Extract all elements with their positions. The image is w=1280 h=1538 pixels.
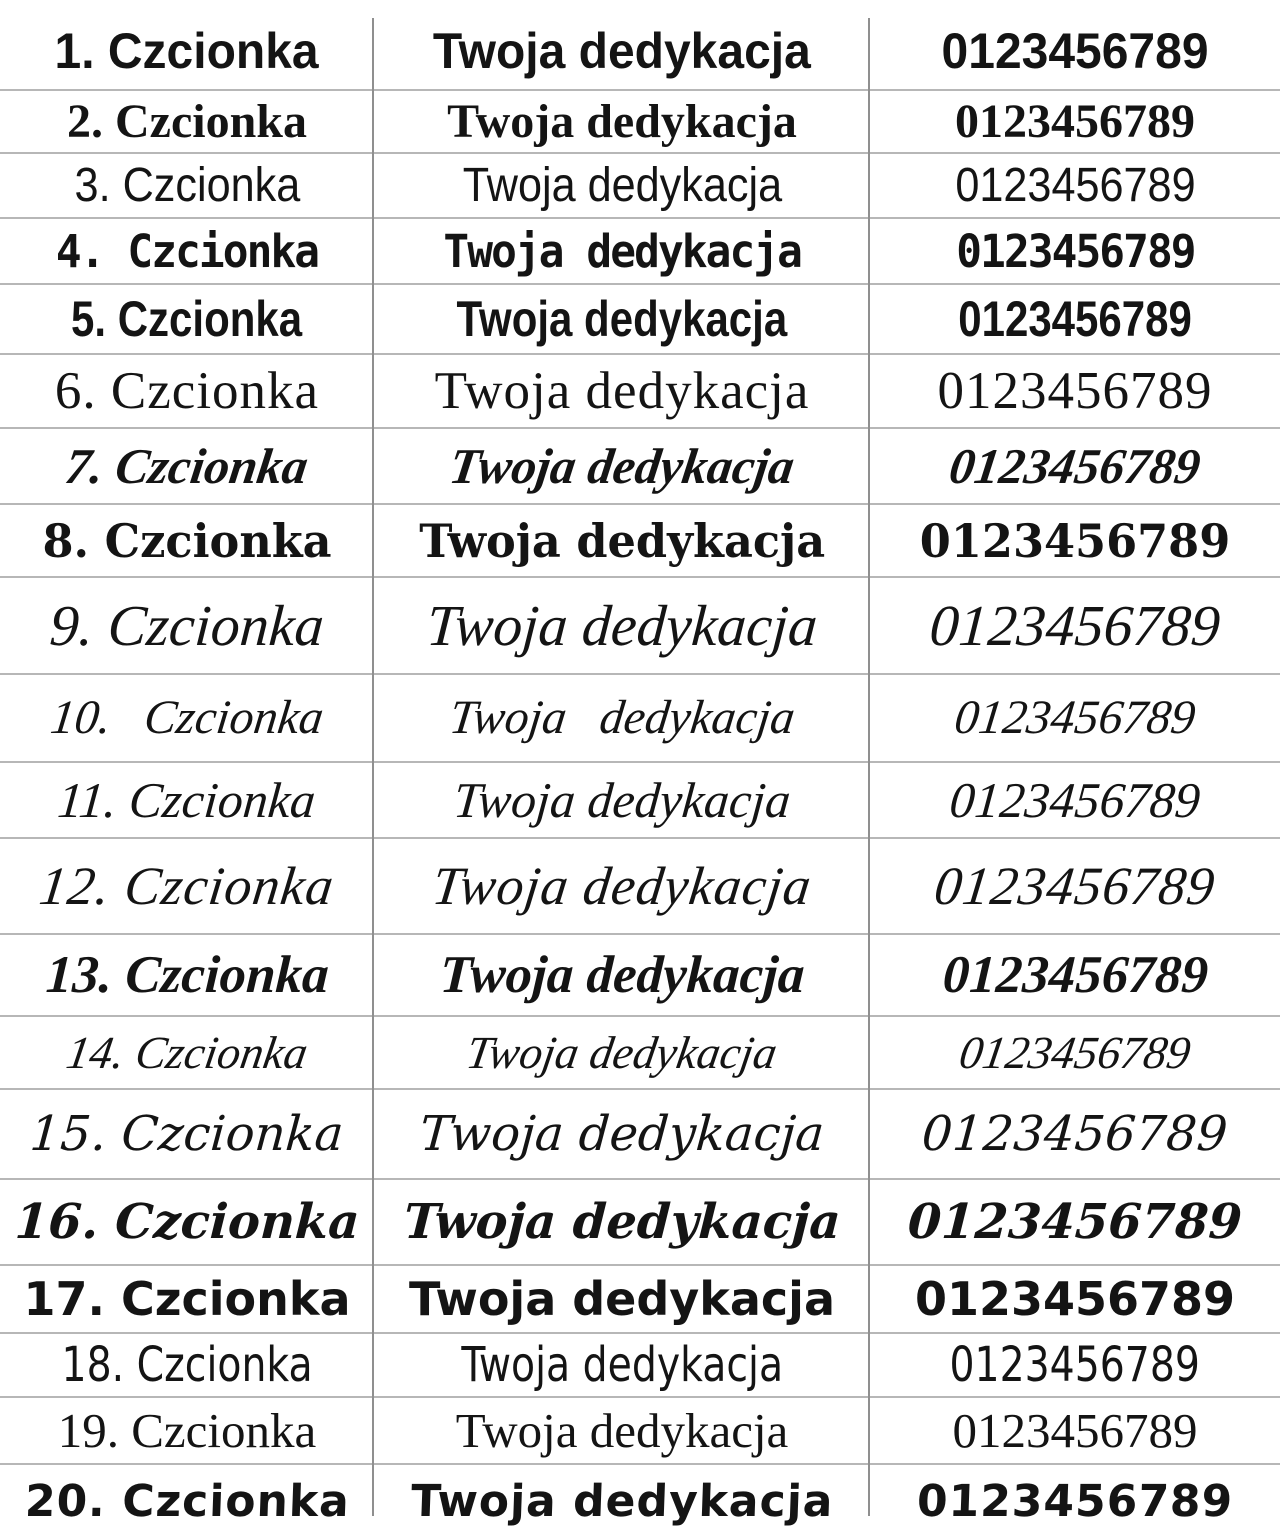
dedication-sample-cell	[374, 285, 870, 353]
font-row	[0, 427, 1280, 503]
font-row	[0, 503, 1280, 576]
font-label: 19. Czcionka	[57, 1403, 317, 1458]
font-row	[0, 283, 1280, 353]
digits-sample: 0123456789	[927, 592, 1223, 658]
dedication-sample-cell	[374, 505, 870, 576]
dedication-sample-cell	[374, 355, 870, 427]
font-row	[0, 837, 1280, 933]
digits-sample: 0123456789	[916, 1475, 1234, 1527]
dedication-sample: Twoja dedykacja	[446, 691, 798, 744]
dedication-sample-cell	[374, 1017, 870, 1088]
dedication-sample: Twoja dedykacja	[463, 1026, 781, 1078]
dedication-sample: Twoja dedykacja	[417, 1106, 827, 1162]
digits-sample: 0123456789	[931, 856, 1219, 916]
column-divider-2	[868, 18, 870, 1516]
digits-sample: 0123456789	[956, 1026, 1195, 1078]
font-label: 8. Czcionka	[42, 513, 332, 568]
digits-sample: 0123456789	[914, 1272, 1236, 1326]
dedication-sample: Twoja dedykacja	[446, 438, 798, 494]
dedication-sample-cell	[374, 675, 870, 761]
dedication-sample: Twoja dedykacja	[409, 1272, 835, 1326]
digits-sample: 0123456789	[947, 772, 1203, 828]
font-label: 20. Czcionka	[23, 1475, 351, 1527]
dedication-sample-cell	[374, 429, 870, 503]
dedication-sample: Twoja dedykacja	[451, 772, 793, 828]
dedication-sample: Twoja dedykacja	[461, 1337, 783, 1393]
dedication-sample-cell	[374, 219, 870, 283]
font-row	[0, 1332, 1280, 1396]
dedication-sample-cell	[374, 839, 870, 933]
digits-sample-cell	[870, 12, 1280, 89]
dedication-sample-cell	[374, 1398, 870, 1463]
digits-sample-cell	[870, 1334, 1280, 1396]
font-label: 17. Czcionka	[23, 1272, 351, 1326]
font-label: 12. Czcionka	[36, 856, 338, 916]
font-label-cell	[0, 1398, 374, 1463]
font-label: 1. Czcionka	[54, 22, 320, 79]
font-label-cell	[0, 763, 374, 837]
dedication-sample-cell	[374, 935, 870, 1015]
font-row	[0, 1088, 1280, 1178]
font-label: 10. Czcionka	[47, 691, 327, 744]
column-divider-1	[372, 18, 374, 1516]
font-label: 14. Czcionka	[62, 1026, 312, 1078]
digits-sample: 0123456789	[919, 513, 1231, 568]
digits-sample: 0123456789	[946, 438, 1204, 494]
font-label-cell	[0, 935, 374, 1015]
font-label: 7. Czcionka	[62, 438, 312, 494]
digits-sample: 0123456789	[949, 1337, 1201, 1393]
font-label: 6. Czcionka	[54, 361, 320, 420]
font-label-cell	[0, 578, 374, 673]
font-row	[0, 1015, 1280, 1088]
digits-sample-cell	[870, 285, 1280, 353]
dedication-sample-cell	[374, 763, 870, 837]
font-row	[0, 89, 1280, 152]
digits-sample-cell	[870, 935, 1280, 1015]
digits-sample: 0123456789	[906, 1194, 1244, 1250]
font-row	[0, 673, 1280, 761]
dedication-sample: Twoja dedykacja	[447, 94, 797, 148]
font-row	[0, 1178, 1280, 1264]
digits-sample: 0123456789	[955, 94, 1195, 148]
font-row	[0, 1463, 1280, 1538]
digits-sample-cell	[870, 505, 1280, 576]
dedication-sample: Twoja dedykacja	[429, 856, 815, 916]
digits-sample-cell	[870, 429, 1280, 503]
digits-sample: 0123456789	[951, 691, 1199, 744]
font-label-cell	[0, 219, 374, 283]
dedication-sample: Twoja dedykacja	[424, 592, 820, 658]
digits-sample: 0123456789	[955, 224, 1195, 278]
digits-sample-cell	[870, 1465, 1280, 1538]
font-label-cell	[0, 1090, 374, 1178]
font-row	[0, 353, 1280, 427]
font-label: 3. Czcionka	[74, 158, 300, 212]
digits-sample-cell	[870, 1090, 1280, 1178]
dedication-sample-cell	[374, 1180, 870, 1264]
font-label-cell	[0, 1334, 374, 1396]
font-label: 13. Czcionka	[44, 945, 330, 1004]
dedication-sample-cell	[374, 154, 870, 217]
font-label: 9. Czcionka	[47, 592, 327, 658]
font-label-cell	[0, 154, 374, 217]
font-row	[0, 761, 1280, 837]
dedication-sample-cell	[374, 1266, 870, 1332]
digits-sample: 0123456789	[958, 291, 1192, 347]
font-row	[0, 1264, 1280, 1332]
dedication-sample: Twoja dedykacja	[433, 22, 811, 79]
digits-sample-cell	[870, 675, 1280, 761]
dedication-sample: Twoja dedykacja	[462, 158, 782, 212]
font-label-cell	[0, 285, 374, 353]
font-label-cell	[0, 12, 374, 89]
font-label: 5. Czcionka	[71, 291, 303, 347]
digits-sample-cell	[870, 91, 1280, 152]
dedication-sample: Twoja dedykacja	[434, 361, 810, 420]
digits-sample-cell	[870, 578, 1280, 673]
font-row	[0, 576, 1280, 673]
font-label-cell	[0, 1180, 374, 1264]
font-row	[0, 217, 1280, 283]
digits-sample-cell	[870, 1398, 1280, 1463]
font-label: 15. Czcionka	[28, 1106, 346, 1162]
digits-sample-cell	[870, 1180, 1280, 1264]
digits-sample-cell	[870, 1017, 1280, 1088]
dedication-sample: Twoja dedykacja	[402, 1194, 842, 1250]
font-label-cell	[0, 1266, 374, 1332]
digits-sample: 0123456789	[937, 361, 1213, 420]
dedication-sample-cell	[374, 1090, 870, 1178]
font-label: 4. Czcionka	[55, 224, 319, 278]
font-label-cell	[0, 505, 374, 576]
font-row	[0, 152, 1280, 217]
digits-sample: 0123456789	[941, 945, 1210, 1004]
digits-sample-cell	[870, 763, 1280, 837]
font-label-cell	[0, 839, 374, 933]
dedication-sample: Twoja dedykacja	[409, 1475, 835, 1527]
font-label: 2. Czcionka	[67, 94, 307, 148]
font-label: 18. Czcionka	[61, 1337, 313, 1393]
digits-sample-cell	[870, 839, 1280, 933]
dedication-sample: Twoja dedykacja	[438, 945, 806, 1004]
digits-sample-cell	[870, 219, 1280, 283]
digits-sample-cell	[870, 1266, 1280, 1332]
font-row	[0, 933, 1280, 1015]
digits-sample: 0123456789	[954, 158, 1196, 212]
dedication-sample: Twoja dedykacja	[455, 1403, 789, 1458]
digits-sample: 0123456789	[952, 1403, 1198, 1458]
digits-sample: 0123456789	[941, 22, 1209, 79]
dedication-sample-cell	[374, 578, 870, 673]
digits-sample-cell	[870, 154, 1280, 217]
dedication-sample-cell	[374, 12, 870, 89]
font-label: 11. Czcionka	[55, 772, 319, 828]
font-label-cell	[0, 1465, 374, 1538]
font-label-cell	[0, 355, 374, 427]
font-label-cell	[0, 675, 374, 761]
font-label: 16. Czcionka	[13, 1194, 361, 1250]
digits-sample-cell	[870, 355, 1280, 427]
dedication-sample: Twoja dedykacja	[419, 513, 825, 568]
font-label-cell	[0, 429, 374, 503]
dedication-sample-cell	[374, 91, 870, 152]
font-label-cell	[0, 91, 374, 152]
font-row	[0, 1396, 1280, 1463]
digits-sample: 0123456789	[920, 1106, 1230, 1162]
dedication-sample-cell	[374, 1465, 870, 1538]
font-row	[0, 0, 1280, 89]
dedication-sample: Twoja dedykacja	[443, 224, 801, 278]
dedication-sample: Twoja dedykacja	[456, 291, 788, 347]
dedication-sample-cell	[374, 1334, 870, 1396]
font-label-cell	[0, 1017, 374, 1088]
